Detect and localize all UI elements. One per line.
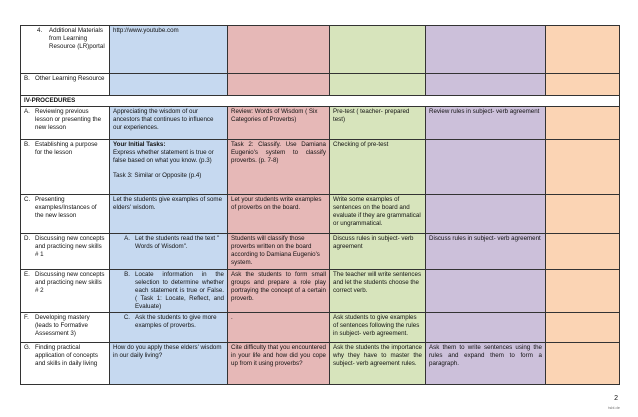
cell-extra-text: Task 3: Similar or Opposite (p.4): [113, 171, 202, 179]
list-item-text: Let the students read the text " Words of Wisdom".: [135, 234, 220, 250]
cell-text: Let your students write examples of proverbs on the board.: [231, 195, 322, 211]
table-row: [21, 269, 620, 312]
day-1-cell: [110, 194, 228, 233]
day-5-cell: [546, 194, 620, 233]
cell-text: Cite difficulty that you encountered in your life and how did you cope up from it using proverbs?: [231, 343, 326, 367]
cell-text: Ask the students the importance why they have to master the subject- verb agreement rules.: [333, 343, 422, 367]
day-1-cell: [110, 342, 228, 384]
cell-text: Ask students to give examples of sentences following the rules in subject- verb agreement.: [333, 313, 420, 337]
day-1-cell: [110, 139, 228, 194]
section-heading: IV-PROCEDURES: [21, 96, 620, 107]
watermark: tsbl.de: [608, 405, 620, 410]
day-5-cell: [546, 233, 620, 269]
day-2-cell: [228, 342, 330, 384]
table-row: [21, 194, 620, 233]
day-2-cell: [228, 26, 330, 74]
day-2-cell: [228, 233, 330, 269]
label-text: Presenting examples/Instances of the new lesson: [35, 195, 97, 219]
day-4-cell: [426, 74, 546, 96]
procedure-label-cell: [21, 106, 110, 139]
label-letter: E.: [24, 270, 30, 278]
cell-text: Write some examples of sentences on the board and evaluate if they are grammatical or ungrammatical.: [333, 195, 421, 227]
day-1-cell: [110, 269, 228, 312]
cell-text: The teacher will write sentences and let the students choose the correct verb.: [333, 270, 422, 294]
daily-lesson-log-table: [20, 25, 620, 385]
procedure-label-cell: [21, 269, 110, 312]
day-3-cell: [330, 26, 426, 74]
label-text: Finding practical application of concepts and skills in daily living: [35, 343, 98, 367]
cell-text: Review: Words of Wisdom ( Six Categories of Proverbs): [231, 107, 318, 123]
numbered-label: [24, 27, 106, 51]
label-text: Establishing a purpose for the lesson: [35, 140, 98, 156]
day-5-cell: [546, 74, 620, 96]
day-1-cell: [110, 312, 228, 342]
day-4-cell: [426, 233, 546, 269]
lesson-log-body: [21, 26, 620, 385]
day-2-cell: [228, 269, 330, 312]
day-3-cell: [330, 269, 426, 312]
table-row: [21, 139, 620, 194]
table-row: [21, 106, 620, 139]
day-2-cell: [228, 312, 330, 342]
day-5-cell: [546, 26, 620, 74]
list-item-text: Ask the students to give more examples of proverbs.: [135, 313, 217, 329]
label-letter: C.: [24, 195, 31, 203]
procedure-label-cell: [21, 233, 110, 269]
day-3-cell: [330, 342, 426, 384]
day-4-cell: [426, 194, 546, 233]
procedure-label-cell: [21, 26, 110, 74]
table-row: [21, 74, 620, 96]
label-letter: B.: [24, 140, 30, 148]
day-3-cell: [330, 74, 426, 96]
day-4-cell: [426, 26, 546, 74]
label-text: Other Learning Resource: [35, 75, 105, 82]
cell-text: Students will classify those proverbs written on the board according to Damiana Eugenio's system.: [231, 234, 320, 266]
label-text: Discussing new concepts and practicing new skills # 1: [35, 234, 105, 258]
day-3-cell: [330, 106, 426, 139]
day-4-cell: [426, 106, 546, 139]
lettered-label: [24, 108, 106, 132]
day-5-cell: [546, 106, 620, 139]
lettered-label: [24, 344, 106, 368]
list-item-text: Locate information in the selection to determine whether each statement is true or False. ( Task 1: Locate, Reflect, and Evaluate): [135, 270, 224, 310]
day-3-cell: [330, 194, 426, 233]
label-letter: A.: [24, 107, 30, 115]
day-2-cell: [228, 74, 330, 96]
label-text: Discussing new concepts and practicing new skills # 2: [35, 270, 105, 294]
cell-text: Express whether statement is true or false based on what you know. (p.3): [113, 148, 214, 164]
cell-text: Discuss rules in subject- verb agreement: [429, 234, 541, 242]
table-row: [21, 342, 620, 384]
day-1-cell: [110, 106, 228, 139]
day-4-cell: [426, 139, 546, 194]
day-3-cell: [330, 233, 426, 269]
lettered-label: [24, 314, 106, 338]
lettered-list-item: [113, 314, 224, 330]
day-1-cell: [110, 26, 228, 74]
lettered-label: [24, 75, 106, 83]
label-text: Additional Materials from Learning Resource (LR)portal: [49, 27, 105, 50]
label-text: Developing mastery (leads to Formative Assessment 3): [35, 313, 90, 337]
day-5-cell: [546, 139, 620, 194]
label-text: Reviewing previous lesson or presenting the new lesson: [35, 107, 102, 131]
day-3-cell: [330, 139, 426, 194]
list-marker: A.: [124, 234, 130, 242]
cell-text: Checking of pre-test: [333, 140, 389, 148]
day-4-cell: [426, 312, 546, 342]
lettered-label: [24, 196, 106, 220]
cell-text: Appreciating the wisdom of our ancestors that continues to influence our experiences.: [113, 107, 214, 131]
procedure-label-cell: [21, 139, 110, 194]
label-number: 4.: [37, 27, 43, 34]
day-3-cell: [330, 312, 426, 342]
day-5-cell: [546, 312, 620, 342]
cell-text: Let the students give examples of some elders' wisdom.: [113, 195, 223, 211]
table-row: [21, 26, 620, 74]
table-row: [21, 96, 620, 107]
lettered-label: [24, 271, 106, 295]
day-4-cell: [426, 269, 546, 312]
table-row: [21, 233, 620, 269]
cell-text: Pre-test ( teacher- prepared test): [333, 107, 410, 123]
cell-text: http://www.youtube.com: [113, 27, 179, 34]
label-letter: G.: [24, 343, 31, 351]
lettered-label: [24, 235, 106, 259]
task-title: Your Initial Tasks:: [113, 140, 166, 148]
label-letter: B.: [24, 75, 30, 82]
lettered-list-item: [113, 235, 224, 251]
day-1-cell: [110, 74, 228, 96]
procedure-label-cell: [21, 342, 110, 384]
cell-text: Review rules in subject- verb agreement: [429, 107, 540, 115]
procedure-label-cell: [21, 194, 110, 233]
spacer: [113, 165, 224, 172]
day-5-cell: [546, 269, 620, 312]
day-2-cell: [228, 194, 330, 233]
cell-text: How do you apply these elders' wisdom in our daily living?: [113, 343, 222, 359]
lettered-list-item: [113, 271, 224, 311]
label-letter: D.: [24, 234, 31, 242]
procedure-label-cell: [21, 74, 110, 96]
table-row: [21, 312, 620, 342]
label-letter: F.: [24, 313, 29, 321]
cell-text: Ask the students to form small groups and prepare a role play portraying the concept of a certain proverb.: [231, 270, 326, 302]
day-1-cell: [110, 233, 228, 269]
day-4-cell: [426, 342, 546, 384]
list-marker: B.: [124, 270, 130, 278]
cell-text: Ask them to write sentences using the rules and expand them to form a paragraph.: [429, 343, 542, 367]
cell-text: Task 2: Classify. Use Damiana Eugenio's system to classify proverbs. (p. 7-8): [231, 140, 326, 164]
day-2-cell: [228, 106, 330, 139]
list-marker: C.: [123, 313, 130, 321]
lettered-label: [24, 141, 106, 157]
day-2-cell: [228, 139, 330, 194]
cell-text: .: [231, 313, 233, 321]
procedure-label-cell: [21, 312, 110, 342]
cell-text: Discuss rules in subject- verb agreement: [333, 234, 414, 250]
day-5-cell: [546, 342, 620, 384]
page-number: 2: [614, 395, 618, 402]
